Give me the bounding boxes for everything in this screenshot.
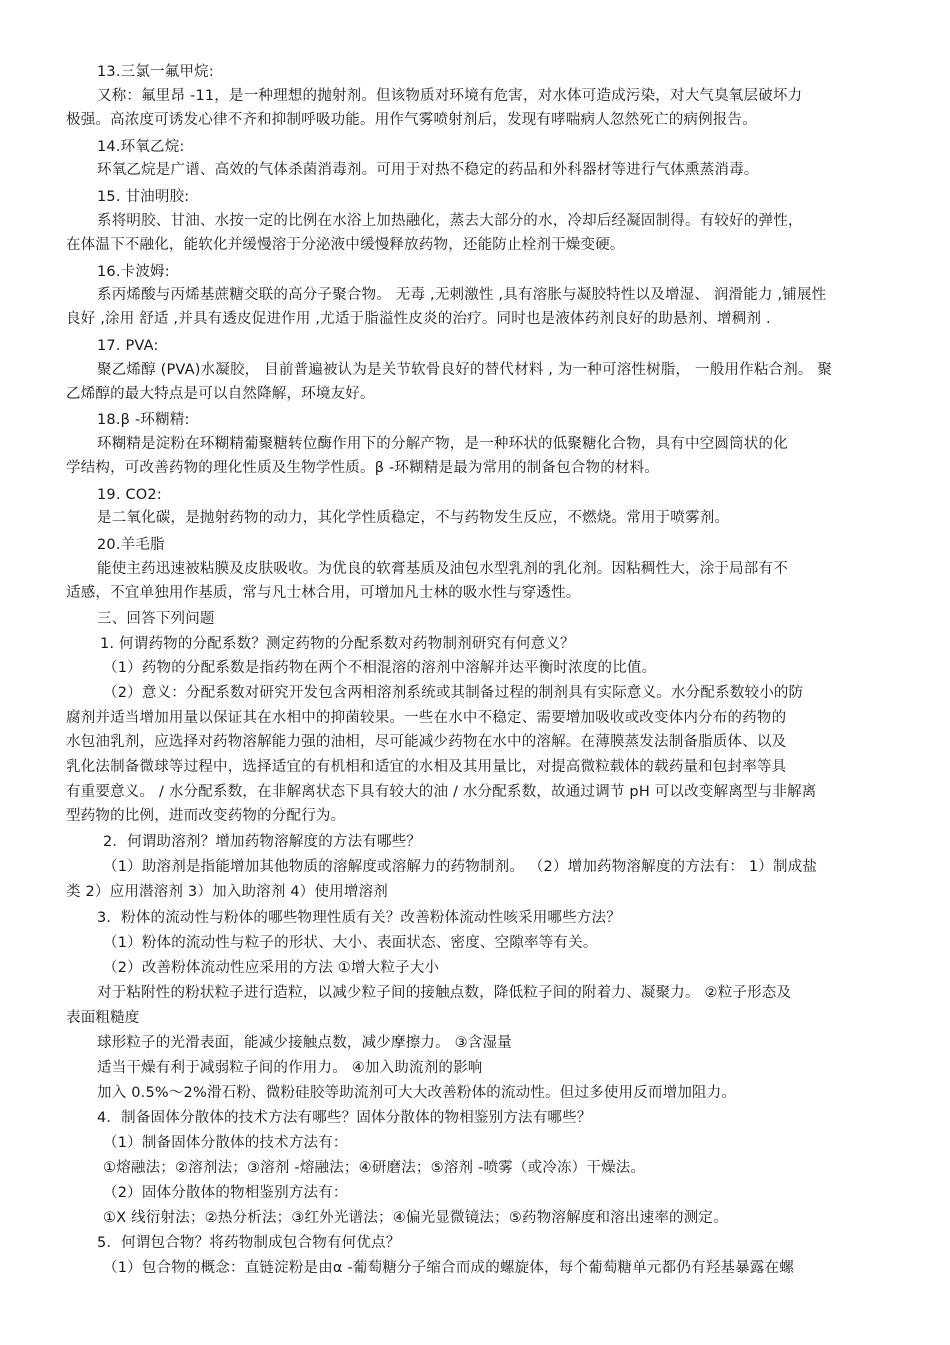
answer-line: （1）药物的分配系数是指药物在两个不相混溶的溶剂中溶解并达平衡时浓度的比值。 [103, 660, 657, 676]
answer-line: 乳化法制备微球等过程中，选择适宜的有机相和适宜的水相及其用量比，对提高微粒载体的载药量和包封率等具 [66, 759, 787, 775]
heading-item-19: 19. CO2: [97, 487, 162, 503]
heading-item-16: 16.卡波姆: [97, 264, 170, 280]
answer-line: 加入 0.5%～2%滑石粉、微粉硅胶等助流剂可大大改善粉体的流动性。但过多使用反而增加阻力。 [97, 1085, 737, 1101]
answer-line: （2）意义：分配系数对研究开发包含两相溶剂系统或其制备过程的制剂具有实际意义。水分配系数较小的防 [103, 685, 804, 701]
heading-item-13: 13.三氯一氟甲烷: [97, 64, 214, 80]
answer-line: 对于粘附性的粉状粒子进行造粒，以减少粒子间的接触点数，降低粒子间的附着力、凝聚力。 ②粒子形态及 [97, 985, 792, 1001]
answer-line: （1）粉体的流动性与粒子的形状、大小、表面状态、密度、空隙率等有关。 [103, 935, 598, 951]
answer-line: 表面粗糙度 [66, 1010, 140, 1026]
paragraph-line: 适感，不宜单独用作基质，常与凡士林合用，可增加凡士林的吸水性与穿透性。 [66, 585, 581, 601]
question-5: 5．何谓包合物？将药物制成包合物有何优点？ [97, 1235, 401, 1251]
question-3: 3．粉体的流动性与粉体的哪些物理性质有关？改善粉体流动性咳采用哪些方法？ [97, 910, 621, 926]
answer-line: 球形粒子的光滑表面，能减少接触点数，减少摩擦力。 ③含湿量 [97, 1035, 512, 1051]
paragraph-line: 极强。高浓度可诱发心律不齐和抑制呼吸功能。用作气雾喷射剂后，发现有哮喘病人忽然死亡的病例报告。 [66, 112, 757, 128]
paragraph-line: 环糊精是淀粉在环糊精葡聚糖转位酶作用下的分解产物，是一种环状的低聚糖化合物，具有中空圆筒状的化 [97, 436, 788, 452]
heading-item-14: 14.环氧乙烷: [97, 139, 185, 155]
answer-line: 类 2）应用潜溶剂 3）加入助溶剂 4）使用增溶剂 [66, 884, 389, 900]
paragraph-line: 能使主药迅速被粘膜及皮肤吸收。为优良的软膏基质及油包水型乳剂的乳化剂。因粘稠性大，涂于局部有不 [97, 561, 788, 577]
answer-line: （1）制备固体分散体的技术方法有： [103, 1135, 348, 1151]
question-4: 4．制备固体分散体的技术方法有哪些？固体分散体的物相鉴别方法有哪些？ [97, 1110, 592, 1126]
heading-item-17: 17. PVA: [97, 338, 159, 354]
paragraph-line: 在体温下不融化，能软化并缓慢溶于分泌液中缓慢释放药物，还能防止栓剂干燥变硬。 [66, 237, 625, 253]
answer-line: 水包油乳剂，应选择对药物溶解能力强的油相，尽可能减少药物在水中的溶解。在薄膜蒸发法制备脂质体、以及 [66, 734, 787, 750]
answer-line: 有重要意义。 / 水分配系数，在非解离状态下具有较大的油 / 水分配系数，故通过调节 pH 可以改变解离型与非解离 [66, 784, 817, 800]
paragraph-line: 环氧乙烷是广谱、高效的气体杀菌消毒剂。可用于对热不稳定的药品和外科器材等进行气体熏蒸消毒。 [97, 162, 759, 178]
question-1: 1. 何谓药物的分配系数？测定药物的分配系数对药物制剂研究有何意义？ [100, 636, 575, 652]
heading-item-15: 15. 甘油明胶: [97, 189, 190, 205]
paragraph-line: 聚乙烯醇 (PVA)水凝胶， 目前普遍被认为是关节软骨良好的替代材料 , 为一种可溶性树脂， 一般用作粘合剂。 聚 [97, 362, 833, 378]
section-heading: 三、回答下列问题 [97, 611, 215, 627]
answer-line: ①X 线衍射法；②热分析法；③红外光谱法；④偏光显微镜法；⑤药物溶解度和溶出速率的测定。 [103, 1210, 728, 1226]
heading-item-18: 18.β -环糊精: [97, 412, 190, 428]
answer-line: 腐剂并适当增加用量以保证其在水相中的抑菌较果。一些在水中不稳定、需要增加吸收或改变体内分布的药物的 [66, 710, 787, 726]
answer-line: （1）包合物的概念：直链淀粉是由α -葡萄糖分子缩合而成的螺旋体，每个葡萄糖单元都仍有羟基暴露在螺 [103, 1260, 794, 1276]
paragraph-line: 学结构，可改善药物的理化性质及生物学性质。β -环糊精是最为常用的制备包合物的材料。 [66, 460, 659, 476]
paragraph-line: 系将明胶、甘油、水按一定的比例在水浴上加热融化，蒸去大部分的水，冷却后经凝固制得。有较好的弹性， [97, 213, 803, 229]
answer-line: 适当干燥有利于减弱粒子间的作用力。 ④加入助流剂的影响 [97, 1060, 483, 1076]
paragraph-line: 又称：氟里昂 -11，是一种理想的抛射剂。但该物质对环境有危害，对水体可造成污染，对大气臭氧层破坏力 [97, 88, 803, 104]
paragraph-line: 系丙烯酸与丙烯基蔗糖交联的高分子聚合物。 无毒 ,无刺激性 ,具有溶胀与凝胶特性以及增湿、 润滑能力 ,铺展性 [97, 287, 827, 303]
answer-line: 型药物的比例，进而改变药物的分配行为。 [66, 808, 346, 824]
answer-line: （2）固体分散体的物相鉴别方法有： [103, 1185, 348, 1201]
paragraph-line: 良好 ,涂用 舒适 ,并具有透皮促进作用 ,尤适于脂溢性皮炎的治疗。同时也是液体药剂良好的助悬剂、增稠剂 . [66, 311, 771, 327]
question-2: 2．何谓助溶剂？增加药物溶解度的方法有哪些？ [103, 834, 422, 850]
answer-line: （1）助溶剂是指能增加其他物质的溶解度或溶解力的药物制剂。 （2）增加药物溶解度的方法有： 1）制成盐 [103, 859, 818, 875]
heading-item-20: 20.羊毛脂 [97, 537, 165, 553]
answer-line: （2）改善粉体流动性应采用的方法 ①增大粒子大小 [103, 960, 440, 976]
paragraph-line: 是二氧化碳，是抛射药物的动力，其化学性质稳定，不与药物发生反应，不燃烧。常用于喷雾剂。 [97, 510, 730, 526]
answer-line: ①熔融法；②溶剂法；③溶剂 -熔融法；④研磨法；⑤溶剂 -喷雾（或冷冻）干燥法。 [103, 1160, 646, 1176]
paragraph-line: 乙烯醇的最大特点是可以自然降解，环境友好。 [66, 386, 375, 402]
